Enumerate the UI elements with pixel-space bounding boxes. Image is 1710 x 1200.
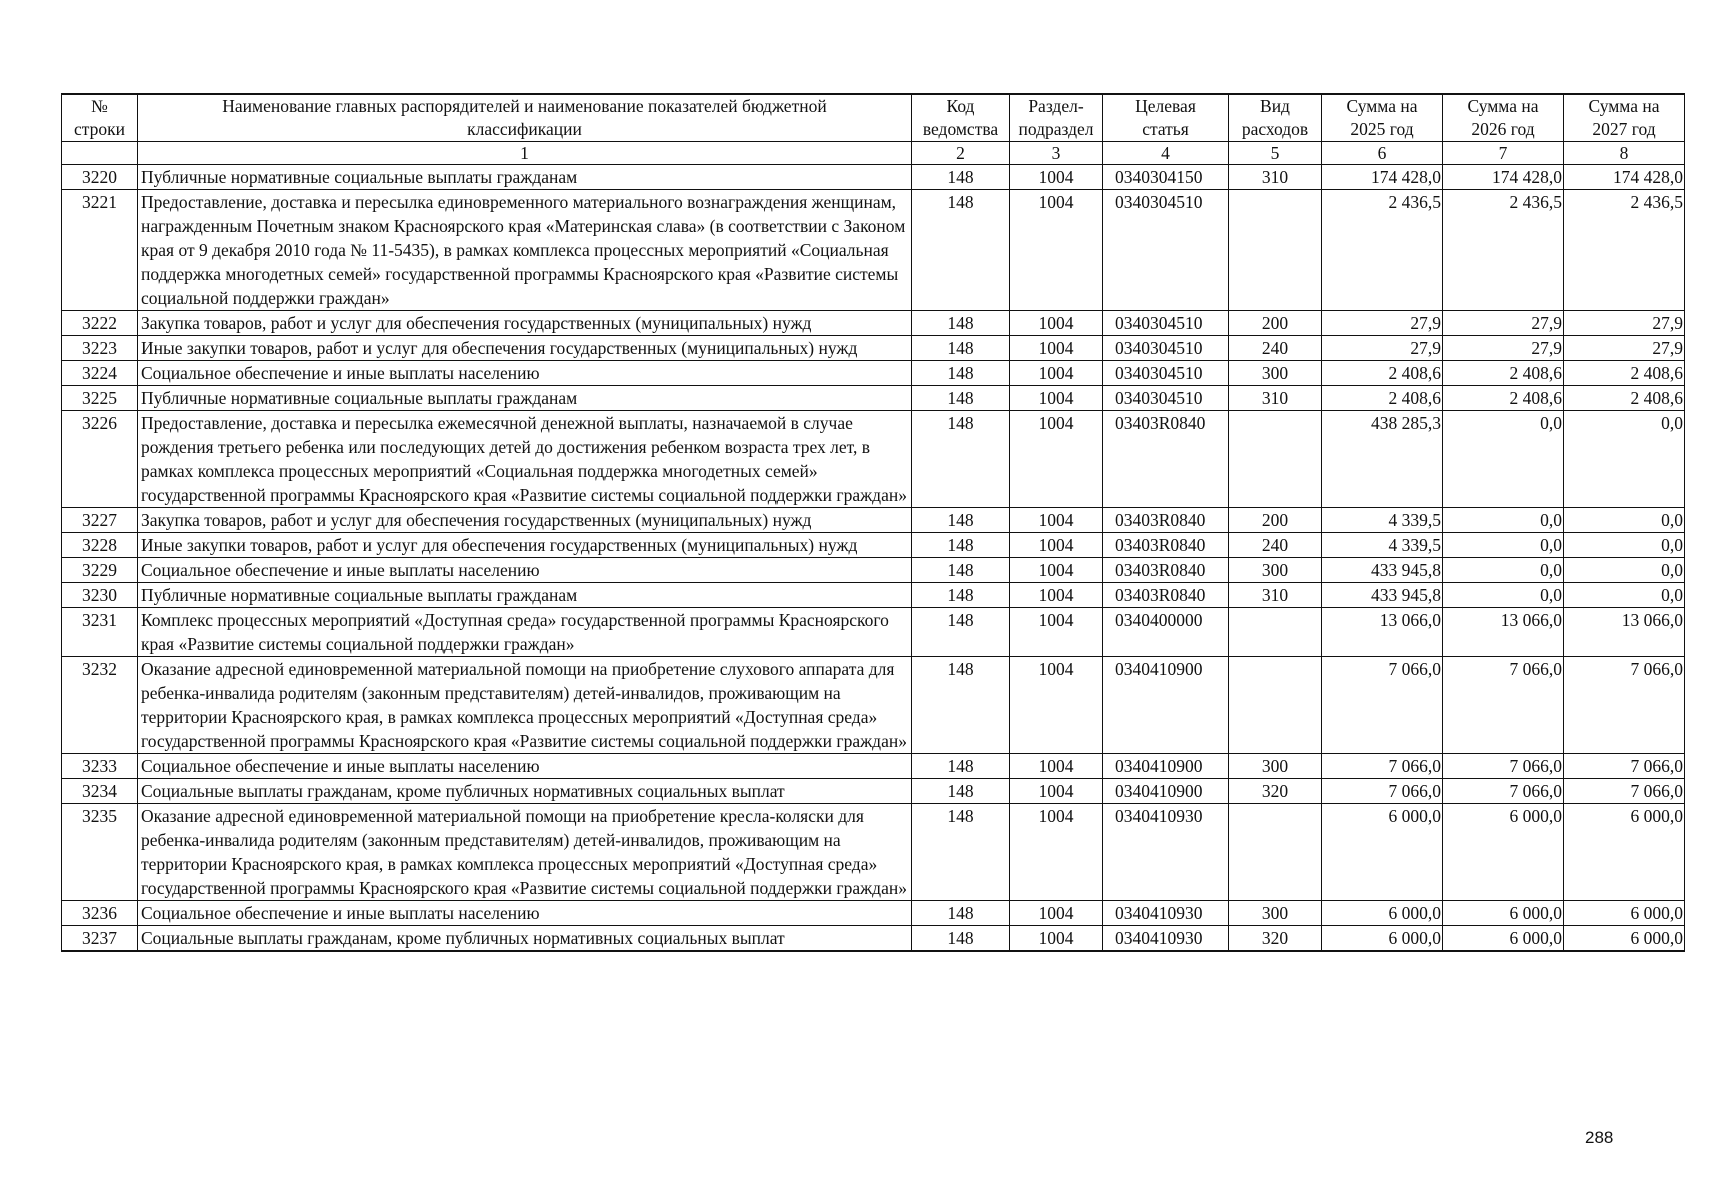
row-name: Социальное обеспечение и иные выплаты населению — [138, 901, 912, 926]
sum-2027: 2 436,5 — [1564, 190, 1685, 311]
section-code: 1004 — [1010, 608, 1103, 657]
section-code: 1004 — [1010, 901, 1103, 926]
header-sum-2027: Сумма на 2027 год — [1564, 94, 1685, 142]
sum-2026: 6 000,0 — [1443, 804, 1564, 901]
header-sum-2026: Сумма на 2026 год — [1443, 94, 1564, 142]
sum-2027: 7 066,0 — [1564, 779, 1685, 804]
sum-2026: 0,0 — [1443, 533, 1564, 558]
sum-2026: 27,9 — [1443, 311, 1564, 336]
table-row — [62, 558, 1685, 583]
sum-2025: 4 339,5 — [1322, 508, 1443, 533]
sum-2026: 7 066,0 — [1443, 657, 1564, 754]
expense-type: 310 — [1229, 165, 1322, 190]
row-name: Социальное обеспечение и иные выплаты населению — [138, 558, 912, 583]
sum-2026: 6 000,0 — [1443, 901, 1564, 926]
row-number: 3232 — [62, 657, 138, 754]
row-number: 3225 — [62, 386, 138, 411]
sum-2027: 6 000,0 — [1564, 901, 1685, 926]
expense-type — [1229, 608, 1322, 657]
table-row — [62, 779, 1685, 804]
header-sum-2025: Сумма на 2025 год — [1322, 94, 1443, 142]
department-code: 148 — [912, 508, 1010, 533]
row-name: Закупка товаров, работ и услуг для обеспечения государственных (муниципальных) нужд — [138, 508, 912, 533]
sum-2026: 7 066,0 — [1443, 779, 1564, 804]
sum-2027: 6 000,0 — [1564, 804, 1685, 901]
sum-2027: 27,9 — [1564, 311, 1685, 336]
table-row — [62, 804, 1685, 901]
department-code: 148 — [912, 804, 1010, 901]
sum-2027: 7 066,0 — [1564, 657, 1685, 754]
column-index: 7 — [1443, 142, 1564, 165]
expense-type — [1229, 411, 1322, 508]
table-row — [62, 508, 1685, 533]
row-name: Иные закупки товаров, работ и услуг для обеспечения государственных (муниципальных) нужд — [138, 533, 912, 558]
row-name: Публичные нормативные социальные выплаты гражданам — [138, 386, 912, 411]
expense-type: 300 — [1229, 901, 1322, 926]
section-code: 1004 — [1010, 386, 1103, 411]
sum-2027: 13 066,0 — [1564, 608, 1685, 657]
target-item: 0340410900 — [1103, 779, 1229, 804]
table-row — [62, 901, 1685, 926]
sum-2027: 6 000,0 — [1564, 926, 1685, 952]
header-row-number: № строки — [62, 94, 138, 142]
header-expense-type: Вид расходов — [1229, 94, 1322, 142]
department-code: 148 — [912, 361, 1010, 386]
target-item: 03403R0840 — [1103, 583, 1229, 608]
expense-type: 200 — [1229, 508, 1322, 533]
section-code: 1004 — [1010, 926, 1103, 952]
target-item: 0340410900 — [1103, 754, 1229, 779]
expense-type: 300 — [1229, 361, 1322, 386]
expense-type: 200 — [1229, 311, 1322, 336]
department-code: 148 — [912, 386, 1010, 411]
sum-2026: 0,0 — [1443, 558, 1564, 583]
sum-2027: 0,0 — [1564, 411, 1685, 508]
column-index-row — [62, 142, 1685, 165]
row-name: Оказание адресной единовременной материальной помощи на приобретение кресла-коляски для ребенка-инвалида родителям (законным представителям) детей-инвалидов, проживающим на территории Красноярского края, в рамках комплекса процессных мероприятий «Доступная среда» государственной программы Красноярского края «Развитие системы социальной поддержки граждан» — [138, 804, 912, 901]
target-item: 03403R0840 — [1103, 411, 1229, 508]
column-index: 5 — [1229, 142, 1322, 165]
department-code: 148 — [912, 533, 1010, 558]
page-number: 288 — [1585, 1128, 1614, 1147]
row-number: 3236 — [62, 901, 138, 926]
column-index: 3 — [1010, 142, 1103, 165]
sum-2026: 27,9 — [1443, 336, 1564, 361]
expense-type: 300 — [1229, 558, 1322, 583]
section-code: 1004 — [1010, 533, 1103, 558]
sum-2026: 0,0 — [1443, 508, 1564, 533]
table-row — [62, 311, 1685, 336]
sum-2027: 2 408,6 — [1564, 386, 1685, 411]
target-item: 0340304510 — [1103, 190, 1229, 311]
row-number: 3235 — [62, 804, 138, 901]
table-row — [62, 336, 1685, 361]
row-number: 3220 — [62, 165, 138, 190]
expense-type: 240 — [1229, 533, 1322, 558]
table-row — [62, 583, 1685, 608]
target-item: 0340304510 — [1103, 386, 1229, 411]
sum-2026: 174 428,0 — [1443, 165, 1564, 190]
column-index: 4 — [1103, 142, 1229, 165]
table-row — [62, 754, 1685, 779]
target-item: 03403R0840 — [1103, 533, 1229, 558]
department-code: 148 — [912, 190, 1010, 311]
sum-2025: 27,9 — [1322, 336, 1443, 361]
department-code: 148 — [912, 926, 1010, 952]
budget-table — [61, 93, 1685, 952]
sum-2026: 6 000,0 — [1443, 926, 1564, 952]
sum-2025: 6 000,0 — [1322, 926, 1443, 952]
table-row — [62, 165, 1685, 190]
target-item: 0340304510 — [1103, 311, 1229, 336]
sum-2025: 4 339,5 — [1322, 533, 1443, 558]
section-code: 1004 — [1010, 190, 1103, 311]
sum-2026: 2 436,5 — [1443, 190, 1564, 311]
sum-2025: 2 408,6 — [1322, 386, 1443, 411]
sum-2027: 0,0 — [1564, 558, 1685, 583]
section-code: 1004 — [1010, 657, 1103, 754]
row-number: 3224 — [62, 361, 138, 386]
table-row — [62, 657, 1685, 754]
department-code: 148 — [912, 754, 1010, 779]
sum-2027: 7 066,0 — [1564, 754, 1685, 779]
target-item: 0340304150 — [1103, 165, 1229, 190]
section-code: 1004 — [1010, 361, 1103, 386]
row-number: 3233 — [62, 754, 138, 779]
column-index: 2 — [912, 142, 1010, 165]
expense-type: 320 — [1229, 779, 1322, 804]
sum-2025: 433 945,8 — [1322, 583, 1443, 608]
header-row — [62, 94, 1685, 142]
sum-2025: 7 066,0 — [1322, 754, 1443, 779]
row-name: Иные закупки товаров, работ и услуг для обеспечения государственных (муниципальных) нужд — [138, 336, 912, 361]
row-number: 3234 — [62, 779, 138, 804]
sum-2027: 0,0 — [1564, 533, 1685, 558]
sum-2025: 438 285,3 — [1322, 411, 1443, 508]
section-code: 1004 — [1010, 508, 1103, 533]
sum-2026: 0,0 — [1443, 411, 1564, 508]
table-row — [62, 190, 1685, 311]
sum-2027: 0,0 — [1564, 583, 1685, 608]
sum-2027: 27,9 — [1564, 336, 1685, 361]
department-code: 148 — [912, 608, 1010, 657]
row-name: Комплекс процессных мероприятий «Доступная среда» государственной программы Красноярского края «Развитие системы социальной поддержки граждан» — [138, 608, 912, 657]
sum-2025: 7 066,0 — [1322, 779, 1443, 804]
section-code: 1004 — [1010, 558, 1103, 583]
section-code: 1004 — [1010, 411, 1103, 508]
sum-2026: 7 066,0 — [1443, 754, 1564, 779]
table-row — [62, 411, 1685, 508]
row-name: Социальное обеспечение и иные выплаты населению — [138, 361, 912, 386]
sum-2027: 2 408,6 — [1564, 361, 1685, 386]
row-name: Публичные нормативные социальные выплаты гражданам — [138, 165, 912, 190]
row-name: Социальное обеспечение и иные выплаты населению — [138, 754, 912, 779]
sum-2025: 2 408,6 — [1322, 361, 1443, 386]
header-name: Наименование главных распорядителей и наименование показателей бюджетной классификации — [138, 94, 912, 142]
department-code: 148 — [912, 779, 1010, 804]
section-code: 1004 — [1010, 311, 1103, 336]
expense-type: 310 — [1229, 386, 1322, 411]
row-number: 3221 — [62, 190, 138, 311]
sum-2025: 174 428,0 — [1322, 165, 1443, 190]
sum-2026: 0,0 — [1443, 583, 1564, 608]
target-item: 03403R0840 — [1103, 558, 1229, 583]
target-item: 0340304510 — [1103, 361, 1229, 386]
sum-2025: 27,9 — [1322, 311, 1443, 336]
department-code: 148 — [912, 311, 1010, 336]
expense-type — [1229, 804, 1322, 901]
sum-2025: 7 066,0 — [1322, 657, 1443, 754]
sum-2025: 433 945,8 — [1322, 558, 1443, 583]
column-index: 1 — [138, 142, 912, 165]
section-code: 1004 — [1010, 804, 1103, 901]
row-number: 3223 — [62, 336, 138, 361]
expense-type: 320 — [1229, 926, 1322, 952]
sum-2027: 0,0 — [1564, 508, 1685, 533]
row-number: 3228 — [62, 533, 138, 558]
row-name: Социальные выплаты гражданам, кроме публичных нормативных социальных выплат — [138, 779, 912, 804]
department-code: 148 — [912, 583, 1010, 608]
target-item: 03403R0840 — [1103, 508, 1229, 533]
department-code: 148 — [912, 901, 1010, 926]
table-row — [62, 926, 1685, 952]
column-index — [62, 142, 138, 165]
row-number: 3227 — [62, 508, 138, 533]
row-name: Закупка товаров, работ и услуг для обеспечения государственных (муниципальных) нужд — [138, 311, 912, 336]
table-row — [62, 386, 1685, 411]
section-code: 1004 — [1010, 779, 1103, 804]
row-name: Оказание адресной единовременной материальной помощи на приобретение слухового аппарата для ребенка-инвалида родителям (законным представителям) детей-инвалидов, проживающим на территории Красноярского края, в рамках комплекса процессных мероприятий «Доступная среда» государственной программы Красноярского края «Развитие системы социальной поддержки граждан» — [138, 657, 912, 754]
row-number: 3237 — [62, 926, 138, 952]
department-code: 148 — [912, 657, 1010, 754]
sum-2025: 13 066,0 — [1322, 608, 1443, 657]
row-name: Предоставление, доставка и пересылка ежемесячной денежной выплаты, назначаемой в случае рождения третьего ребенка или последующих детей до достижения ребенком возраста трех лет, в рамках комплекса процессных мероприятий «Социальная поддержка многодетных семей» государственной программы Красноярского края «Развитие системы социальной поддержки граждан» — [138, 411, 912, 508]
expense-type: 310 — [1229, 583, 1322, 608]
sum-2027: 174 428,0 — [1564, 165, 1685, 190]
department-code: 148 — [912, 336, 1010, 361]
section-code: 1004 — [1010, 165, 1103, 190]
row-number: 3229 — [62, 558, 138, 583]
column-index: 8 — [1564, 142, 1685, 165]
section-code: 1004 — [1010, 754, 1103, 779]
row-number: 3231 — [62, 608, 138, 657]
department-code: 148 — [912, 558, 1010, 583]
target-item: 0340400000 — [1103, 608, 1229, 657]
sum-2026: 2 408,6 — [1443, 386, 1564, 411]
header-target-item: Целевая статья — [1103, 94, 1229, 142]
department-code: 148 — [912, 165, 1010, 190]
row-name: Социальные выплаты гражданам, кроме публичных нормативных социальных выплат — [138, 926, 912, 952]
row-name: Предоставление, доставка и пересылка единовременного материального вознаграждения женщинам, награжденным Почетным знаком Красноярского края «Материнская слава» (в соответствии с Законом края от 9 декабря 2010 года № 11-5435), в рамках комплекса процессных мероприятий «Социальная поддержка многодетных семей» государственной программы Красноярского края «Развитие системы социальной поддержки граждан» — [138, 190, 912, 311]
row-number: 3226 — [62, 411, 138, 508]
sum-2025: 2 436,5 — [1322, 190, 1443, 311]
target-item: 0340410900 — [1103, 657, 1229, 754]
section-code: 1004 — [1010, 583, 1103, 608]
expense-type: 240 — [1229, 336, 1322, 361]
sum-2026: 2 408,6 — [1443, 361, 1564, 386]
target-item: 0340410930 — [1103, 804, 1229, 901]
expense-type — [1229, 190, 1322, 311]
expense-type: 300 — [1229, 754, 1322, 779]
section-code: 1004 — [1010, 336, 1103, 361]
target-item: 0340410930 — [1103, 926, 1229, 952]
row-number: 3230 — [62, 583, 138, 608]
header-section: Раздел- подраздел — [1010, 94, 1103, 142]
row-name: Публичные нормативные социальные выплаты гражданам — [138, 583, 912, 608]
expense-type — [1229, 657, 1322, 754]
sum-2025: 6 000,0 — [1322, 901, 1443, 926]
sum-2026: 13 066,0 — [1443, 608, 1564, 657]
table-row — [62, 533, 1685, 558]
table-row — [62, 608, 1685, 657]
table-row — [62, 361, 1685, 386]
header-department-code: Код ведомства — [912, 94, 1010, 142]
column-index: 6 — [1322, 142, 1443, 165]
sum-2025: 6 000,0 — [1322, 804, 1443, 901]
row-number: 3222 — [62, 311, 138, 336]
department-code: 148 — [912, 411, 1010, 508]
target-item: 0340410930 — [1103, 901, 1229, 926]
target-item: 0340304510 — [1103, 336, 1229, 361]
